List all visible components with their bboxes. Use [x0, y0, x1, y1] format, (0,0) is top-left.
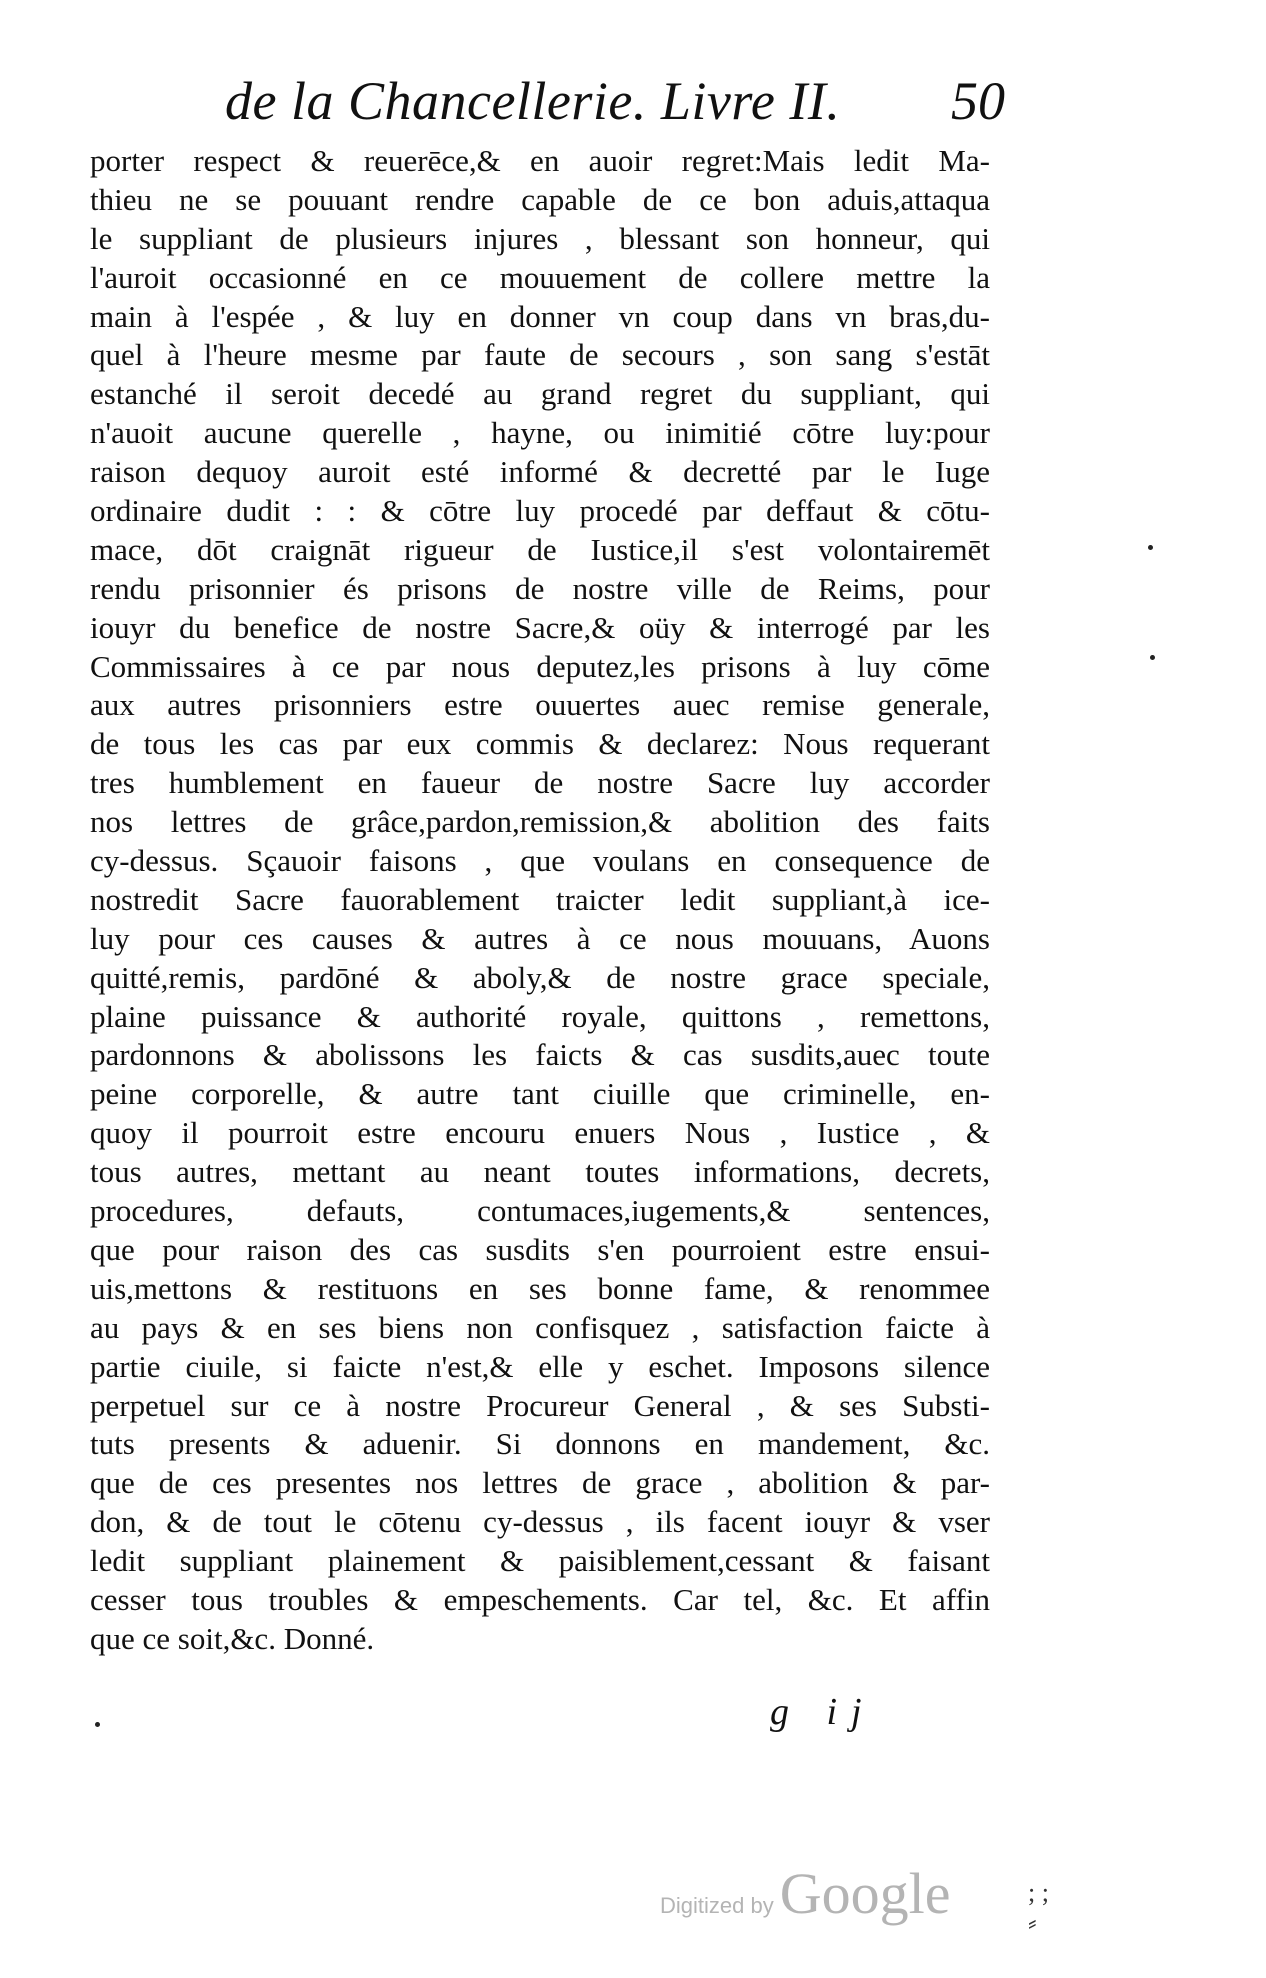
- text-line: de tous les cas par eux commis & declarez: Nous requerant: [90, 726, 990, 762]
- text-line: ordinaire dudit : : & cōtre luy procedé par deffaut & cōtu-: [90, 493, 990, 529]
- text-line: quitté,remis, pardōné & aboly,& de nostre grace speciale,: [90, 959, 990, 995]
- text-line: aux autres prisonniers estre ouuertes auec remise generale,: [90, 687, 990, 723]
- text-line: iouyr du benefice de nostre Sacre,& oüy & interrogé par les: [90, 609, 990, 645]
- text-line: au pays & en ses biens non confisquez , satisfaction faicte à: [90, 1309, 990, 1345]
- text-line: cesser tous troubles & empeschements. Car tel, &c. Et affin: [90, 1581, 990, 1617]
- text-line: rendu prisonnier és prisons de nostre ville de Reims, pour: [90, 570, 990, 606]
- text-line: peine corporelle, & autre tant ciuille que criminelle, en-: [90, 1076, 990, 1112]
- signature-mark: g ij: [770, 1691, 876, 1733]
- text-line: tres humblement en faueur de nostre Sacre luy accorder: [90, 765, 990, 801]
- watermark-logo-text: Google: [779, 1861, 951, 1926]
- body-text: [90, 142, 990, 1659]
- text-line: don, & de tout le cōtenu cy-dessus , ils facent iouyr & vser: [90, 1504, 990, 1540]
- text-line: plaine puissance & authorité royale, quittons , remettons,: [90, 998, 990, 1034]
- text-line: procedures, defauts, contumaces,iugements,& sentences,: [90, 1193, 990, 1229]
- running-title: de la Chancellerie. Livre II.: [225, 71, 841, 131]
- text-line: que pour raison des cas susdits s'en pourroient estre ensui-: [90, 1231, 990, 1267]
- margin-note: ; ; ⸗: [1028, 1878, 1049, 1937]
- text-line: le suppliant de plusieurs injures , blessant son honneur, qui: [90, 220, 990, 256]
- text-line: nostredit Sacre fauorablement traicter ledit suppliant,à ice-: [90, 881, 990, 917]
- running-head: [225, 70, 1005, 140]
- text-line: partie ciuile, si faicte n'est,& elle y eschet. Imposons silence: [90, 1348, 990, 1384]
- text-line: ledit suppliant plainement & paisiblement,cessant & faisant: [90, 1543, 990, 1579]
- text-line: porter respect & reuerēce,& en auoir regret:Mais ledit Ma-: [90, 143, 990, 178]
- stray-dot: [1148, 545, 1153, 550]
- text-line: tuts presents & aduenir. Si donnons en mandement, &c.: [90, 1426, 990, 1462]
- text-line: perpetuel sur ce à nostre Procureur General , & ses Substi-: [90, 1387, 990, 1423]
- stray-dot: [95, 1722, 100, 1727]
- text-line: estanché il seroit decedé au grand regret du suppliant, qui: [90, 376, 990, 412]
- text-line: l'auroit occasionné en ce mouuement de collere mettre la: [90, 259, 990, 295]
- text-line: tous autres, mettant au neant toutes informations, decrets,: [90, 1154, 990, 1190]
- text-line: uis,mettons & restituons en ses bonne fame, & renommee: [90, 1270, 990, 1306]
- text-line: cy-dessus. Sçauoir faisons , que voulans en consequence de: [90, 843, 990, 879]
- stray-dot: [1150, 655, 1155, 660]
- text-line: quel à l'heure mesme par faute de secours , son sang s'estāt: [90, 337, 990, 373]
- text-line: main à l'espée , & luy en donner vn coup dans vn bras,du-: [90, 298, 990, 334]
- text-line: raison dequoy auroit esté informé & decretté par le Iuge: [90, 454, 990, 490]
- text-line: que ce soit,&c. Donné.: [90, 1620, 375, 1656]
- text-line: pardonnons & abolissons les faicts & cas susdits,auec toute: [90, 1037, 990, 1073]
- watermark-small-text: Digitized by: [660, 1893, 774, 1918]
- text-line: que de ces presentes nos lettres de grace , abolition & par-: [90, 1465, 990, 1501]
- text-line: mace, dōt craignāt rigueur de Iustice,il s'est volontairemēt: [90, 531, 990, 567]
- text-line: Commissaires à ce par nous deputez,les prisons à luy cōme: [90, 648, 990, 684]
- text-line: thieu ne se pouuant rendre capable de ce bon aduis,attaqua: [90, 181, 990, 217]
- text-line: n'auoit aucune querelle , hayne, ou inimitié cōtre luy:pour: [90, 415, 990, 451]
- text-line: quoy il pourroit estre encouru enuers Nous , Iustice , &: [90, 1115, 990, 1151]
- digitized-watermark: [660, 1860, 950, 1927]
- text-line: luy pour ces causes & autres à ce nous mouuans, Auons: [90, 920, 990, 956]
- folio-number: 50: [951, 71, 1005, 131]
- text-line: nos lettres de grâce,pardon,remission,& abolition des faits: [90, 804, 990, 840]
